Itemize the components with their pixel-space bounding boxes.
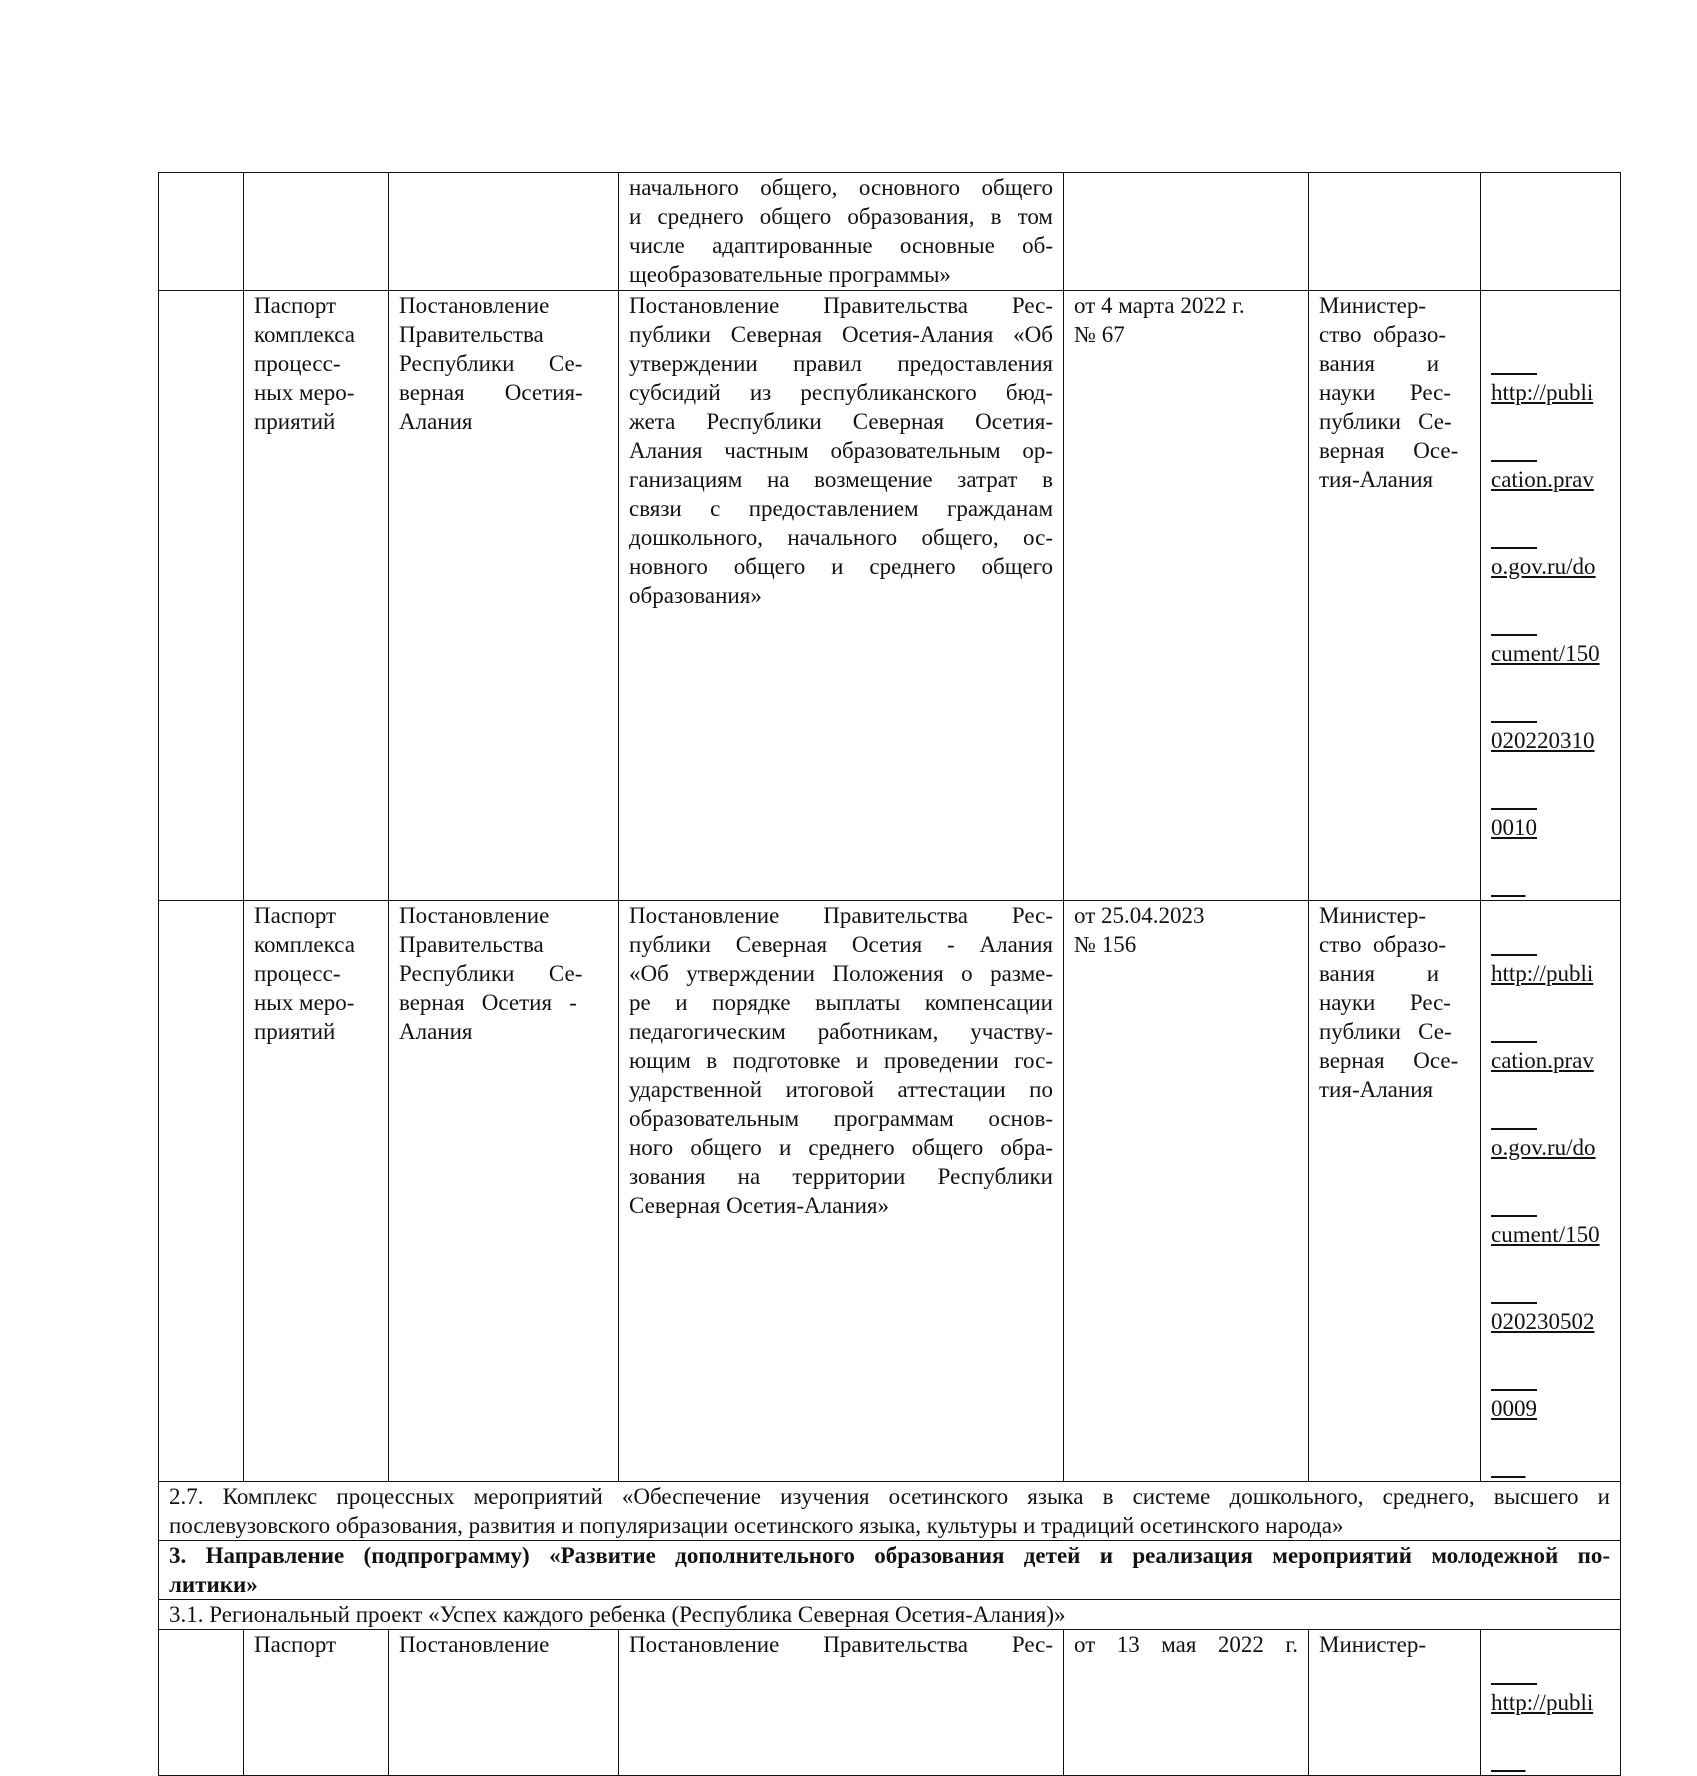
text-line: ющим в подготовке и проведении гос- xyxy=(629,1048,1053,1073)
text-line: Постановление Правительства Рес- xyxy=(629,903,1053,928)
text-line: комплекса xyxy=(254,932,355,957)
link-line: cation.prav xyxy=(1491,1048,1594,1073)
section-heading-3-1 xyxy=(159,1600,1621,1630)
cell-link xyxy=(1481,291,1621,901)
text-line: образования» xyxy=(629,583,762,608)
cell-date-number xyxy=(1064,173,1309,291)
text-line: послевузовского образования, развития и популяризации осетинского языка, культуры и традиций осетинского народа» xyxy=(169,1513,1344,1538)
text-line: Правительства xyxy=(399,932,544,957)
cell-act-type xyxy=(389,173,619,291)
text-line: Алания частным образовательным ор- xyxy=(629,438,1053,463)
text-line: щеобразовательные программы» xyxy=(629,262,951,287)
cell-date-number xyxy=(1064,901,1309,1482)
link-line: 0009 xyxy=(1491,1396,1537,1421)
link-line: cument/150 xyxy=(1491,1222,1600,1247)
text-line: верная Осе- xyxy=(1319,1048,1459,1073)
text-line: вания и xyxy=(1319,961,1440,986)
text-line: Правительства xyxy=(399,322,544,347)
text-line: Паспорт xyxy=(254,1632,337,1657)
link-line: o.gov.ru/do xyxy=(1491,554,1596,579)
cell-responsible-org xyxy=(1309,173,1481,291)
text-line: верная Осетия- xyxy=(399,380,583,405)
text-line: науки Рес- xyxy=(1319,380,1451,405)
text-line: литики» xyxy=(169,1572,258,1597)
text-line: № 156 xyxy=(1074,932,1137,957)
cell-date-number xyxy=(1064,1630,1309,1776)
text-line: от 4 марта 2022 г. xyxy=(1074,293,1245,318)
section-heading-3 xyxy=(159,1541,1621,1600)
text-line: 3. Направление (подпрограмму) «Развитие дополнительного образования детей и реализация мероприятий молодежной по- xyxy=(169,1543,1610,1568)
text-line: Постановление Правительства Рес- xyxy=(629,293,1053,318)
cell-act-title xyxy=(619,291,1064,901)
cell-act-title xyxy=(619,173,1064,291)
text-line: от 13 мая 2022 г. xyxy=(1074,1632,1298,1657)
text-line: и среднего общего образования, в том xyxy=(629,204,1053,229)
text-line: публики Се- xyxy=(1319,1019,1452,1044)
cell-responsible-org xyxy=(1309,901,1481,1482)
text-line: от 25.04.2023 xyxy=(1074,903,1205,928)
link-line: o.gov.ru/do xyxy=(1491,1135,1596,1160)
cell-number xyxy=(159,901,244,1482)
text-line: приятий xyxy=(254,409,336,434)
text-line: ного общего и среднего общего обра- xyxy=(629,1135,1053,1160)
cell-document-type xyxy=(244,173,389,291)
text-line: Постановление xyxy=(399,903,550,928)
cell-responsible-org xyxy=(1309,291,1481,901)
text-line: новного общего и среднего общего xyxy=(629,554,1053,579)
text-line: педагогическим работникам, участву- xyxy=(629,1019,1053,1044)
regulations-table xyxy=(158,172,1621,1776)
link-line: http://publi xyxy=(1491,380,1594,405)
text-line: процесс- xyxy=(254,961,341,986)
text-line: ганизациям на возмещение затрат в xyxy=(629,467,1053,492)
text-line: публики Се- xyxy=(1319,409,1452,434)
text-line: 2.7. Комплекс процессных мероприятий «Обеспечение изучения осетинского языка в системе дошкольного, среднего, высшего и xyxy=(169,1484,1610,1509)
cell-number xyxy=(159,173,244,291)
cell-date-number xyxy=(1064,291,1309,901)
text-line: ударственной итоговой аттестации по xyxy=(629,1077,1053,1102)
link-line: cation.prav xyxy=(1491,467,1594,492)
cell-number xyxy=(159,291,244,901)
cell-document-type xyxy=(244,1630,389,1776)
text-line: ство образо- xyxy=(1319,932,1446,957)
cell-link xyxy=(1481,1630,1621,1776)
cell-link xyxy=(1481,173,1621,291)
table-row-continuation xyxy=(159,173,1621,291)
text-line: «Об утверждении Положения о разме- xyxy=(629,961,1053,986)
table-row xyxy=(159,291,1621,901)
text-line: Паспорт xyxy=(254,293,337,318)
text-line: ре и порядке выплаты компенсации xyxy=(629,990,1053,1015)
section-row-3-1 xyxy=(159,1600,1621,1630)
section-row-3 xyxy=(159,1541,1621,1600)
text-line: утверждении правил предоставления xyxy=(629,351,1053,376)
text-line: начального общего, основного общего xyxy=(629,175,1053,200)
text-line: публики Северная Осетия - Алания xyxy=(629,932,1053,957)
cell-responsible-org xyxy=(1309,1630,1481,1776)
cell-act-type xyxy=(389,291,619,901)
text-line: Постановление xyxy=(399,293,550,318)
text-line: Северная Осетия-Алания» xyxy=(629,1193,890,1218)
text-line: науки Рес- xyxy=(1319,990,1451,1015)
text-line: верная Осетия - xyxy=(399,990,577,1015)
section-row-2-7 xyxy=(159,1482,1621,1541)
text-line: верная Осе- xyxy=(1319,438,1459,463)
text-line: № 67 xyxy=(1074,322,1125,347)
publication-link[interactable] xyxy=(1491,932,1610,1479)
link-line: cument/150 xyxy=(1491,641,1600,666)
text-line: Алания xyxy=(399,1019,473,1044)
text-line: жета Республики Северная Осетия- xyxy=(629,409,1053,434)
cell-act-title xyxy=(619,1630,1064,1776)
text-line: приятий xyxy=(254,1019,336,1044)
text-line: Алания xyxy=(399,409,473,434)
text-line: Республики Се- xyxy=(399,351,583,376)
text-line: тия-Алания xyxy=(1319,1077,1434,1102)
publication-link[interactable] xyxy=(1491,351,1610,898)
cell-link xyxy=(1481,901,1621,1482)
text-line: Министер- xyxy=(1319,1632,1427,1657)
text-line: дошкольного, начального общего, ос- xyxy=(629,525,1053,550)
text-line: связи с предоставлением гражданам xyxy=(629,496,1053,521)
cell-act-type xyxy=(389,901,619,1482)
text-line: Паспорт xyxy=(254,903,337,928)
text-line: тия-Алания xyxy=(1319,467,1434,492)
text-line: образовательным программам основ- xyxy=(629,1106,1053,1131)
table-row xyxy=(159,901,1621,1482)
link-line: 0010 xyxy=(1491,815,1537,840)
publication-link[interactable] xyxy=(1491,1661,1610,1773)
text-line: ных меро- xyxy=(254,380,355,405)
text-line: ство образо- xyxy=(1319,322,1446,347)
cell-act-title xyxy=(619,901,1064,1482)
text-line: Министер- xyxy=(1319,293,1427,318)
text-line: Республики Се- xyxy=(399,961,583,986)
text-line: зования на территории Республики xyxy=(629,1164,1053,1189)
text-line: ных меро- xyxy=(254,990,355,1015)
text-line: вания и xyxy=(1319,351,1440,376)
link-line: http://publi xyxy=(1491,1690,1594,1715)
text-line: комплекса xyxy=(254,322,355,347)
text-line: 3.1. Региональный проект «Успех каждого ребенка (Республика Северная Осетия-Алания)» xyxy=(169,1602,1066,1627)
link-line: 020220310 xyxy=(1491,728,1595,753)
text-line: публики Северная Осетия-Алания «Об xyxy=(629,322,1053,347)
cell-document-type xyxy=(244,291,389,901)
link-line: 020230502 xyxy=(1491,1309,1595,1334)
text-line: Постановление Правительства Рес- xyxy=(629,1632,1053,1657)
section-heading-2-7 xyxy=(159,1482,1621,1541)
text-line: процесс- xyxy=(254,351,341,376)
cell-act-type xyxy=(389,1630,619,1776)
text-line: числе адаптированные основные об- xyxy=(629,233,1053,258)
text-line: Постановление xyxy=(399,1632,550,1657)
cell-document-type xyxy=(244,901,389,1482)
cell-number xyxy=(159,1630,244,1776)
table-row xyxy=(159,1630,1621,1776)
link-line: http://publi xyxy=(1491,961,1594,986)
text-line: субсидий из республиканского бюд- xyxy=(629,380,1053,405)
text-line: Министер- xyxy=(1319,903,1427,928)
